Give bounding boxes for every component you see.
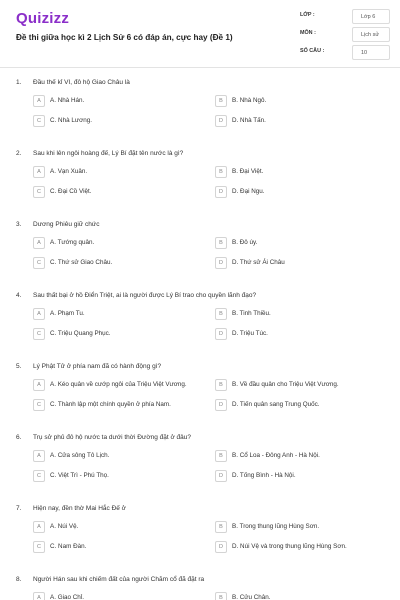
option-letter: A: [33, 379, 45, 391]
option-text: C. Thứ sử Giao Châu.: [50, 259, 113, 266]
option-text: C. Đại Cồ Việt.: [50, 188, 92, 195]
meta-row-subject: [300, 27, 390, 45]
option-letter: B: [215, 379, 227, 391]
option-text: A. Phạm Tu.: [50, 310, 85, 317]
option-letter: D: [215, 541, 227, 553]
meta-label: SỐ CÂU :: [300, 48, 325, 54]
option-letter: A: [33, 166, 45, 178]
option-text: B. Nhà Ngô.: [232, 97, 267, 104]
worksheet-title: Đề thi giữa học kì 2 Lịch Sử 6 có đáp án, cực hay (Đề 1): [16, 33, 233, 42]
option-letter: A: [33, 237, 45, 249]
option-letter: B: [215, 166, 227, 178]
option-letter: D: [215, 399, 227, 411]
option-letter: C: [33, 257, 45, 269]
meta-label: MÔN :: [300, 30, 316, 36]
option-letter: A: [33, 450, 45, 462]
option-letter: C: [33, 470, 45, 482]
question-text: Lý Phật Tử ở phía nam đã có hành động gì?: [33, 363, 162, 370]
meta-value: 10: [352, 45, 390, 60]
option-letter: B: [215, 95, 227, 107]
question-text: Người Hán sau khi chiếm đất của người Chăm cổ đã đặt ra: [33, 576, 205, 583]
worksheet-header: [0, 0, 400, 68]
option-text: A. Tướng quân.: [50, 239, 95, 246]
question-number: 1.: [16, 79, 22, 86]
option-text: C. Nhà Lương.: [50, 117, 92, 124]
question-text: Trụ sở phủ đô hộ nước ta dưới thời Đường đặt ở đâu?: [33, 434, 191, 441]
option-text: C. Thành lập một chính quyền ở phía Nam.: [50, 401, 171, 408]
question-text: Hiện nay, đền thờ Mai Hắc Đế ở: [33, 505, 126, 512]
question-item: [0, 143, 400, 214]
option-letter: C: [33, 328, 45, 340]
question-number: 2.: [16, 150, 22, 157]
question-number: 7.: [16, 505, 22, 512]
option-text: C. Việt Trì - Phú Thọ.: [50, 472, 109, 479]
option-letter: D: [215, 115, 227, 127]
option-letter: C: [33, 399, 45, 411]
option-text: B. Cổ Loa - Đông Anh - Hà Nội.: [232, 452, 320, 459]
option-letter: A: [33, 308, 45, 320]
option-letter: A: [33, 95, 45, 107]
meta-label: LỚP :: [300, 12, 315, 18]
option-letter: D: [215, 257, 227, 269]
question-number: 3.: [16, 221, 22, 228]
option-letter: B: [215, 308, 227, 320]
option-text: D. Núi Vệ và trong thung lũng Hùng Sơn.: [232, 543, 347, 550]
option-letter: D: [215, 470, 227, 482]
meta-row-count: [300, 45, 390, 63]
question-text: Đầu thế kỉ VI, đô hộ Giao Châu là: [33, 79, 130, 86]
question-number: 8.: [16, 576, 22, 583]
question-item: [0, 569, 400, 600]
option-text: A. Cửa sông Tô Lịch.: [50, 452, 110, 459]
question-item: [0, 427, 400, 498]
option-text: D. Nhà Tấn.: [232, 117, 266, 124]
option-text: A. Núi Vệ.: [50, 523, 79, 530]
option-letter: A: [33, 592, 45, 600]
meta-row-class: [300, 9, 390, 27]
option-text: A. Nhà Hán.: [50, 97, 85, 104]
option-text: D. Triệu Túc.: [232, 330, 268, 337]
question-item: [0, 285, 400, 356]
question-text: Sau khi lên ngôi hoàng đế, Lý Bí đặt tên nước là gì?: [33, 150, 184, 157]
option-letter: D: [215, 186, 227, 198]
option-letter: C: [33, 541, 45, 553]
option-letter: B: [215, 521, 227, 533]
question-text: Sau thất bại ở hồ Điển Triệt, ai là người được Lý Bí trao cho quyền lãnh đạo?: [33, 292, 257, 299]
option-text: B. Cửu Chân.: [232, 594, 271, 600]
option-letter: D: [215, 328, 227, 340]
option-text: B. Đô úy.: [232, 239, 258, 246]
question-number: 6.: [16, 434, 22, 441]
option-letter: A: [33, 521, 45, 533]
option-text: D. Thứ sử Ái Châu: [232, 259, 285, 266]
worksheet-meta: [300, 9, 390, 63]
question-item: [0, 498, 400, 569]
option-text: B. Đại Việt.: [232, 168, 264, 175]
meta-value: Lớp 6: [352, 9, 390, 24]
question-number: 5.: [16, 363, 22, 370]
option-letter: C: [33, 186, 45, 198]
option-text: D. Tiến quân sang Trung Quốc.: [232, 401, 320, 408]
option-letter: B: [215, 592, 227, 600]
option-text: D. Đại Ngu.: [232, 188, 265, 195]
option-text: C. Triệu Quang Phục.: [50, 330, 111, 337]
option-text: A. Kéo quân về cướp ngôi của Triệu Việt Vương.: [50, 381, 187, 388]
question-number: 4.: [16, 292, 22, 299]
option-text: A. Giao Chỉ.: [50, 594, 84, 600]
option-text: B. Trong thung lũng Hùng Sơn.: [232, 523, 320, 530]
option-text: B. Tinh Thiều.: [232, 310, 271, 317]
option-text: A. Vạn Xuân.: [50, 168, 88, 175]
question-item: [0, 356, 400, 427]
option-letter: C: [33, 115, 45, 127]
option-text: D. Tống Bình - Hà Nội.: [232, 472, 296, 479]
option-text: C. Nam Đàn.: [50, 543, 87, 550]
option-letter: B: [215, 450, 227, 462]
quizizz-logo[interactable]: Quizizz: [16, 10, 70, 27]
option-letter: B: [215, 237, 227, 249]
question-item: [0, 214, 400, 285]
option-text: B. Về đầu quân cho Triệu Việt Vương.: [232, 381, 339, 388]
question-text: Dương Phiêu giữ chức: [33, 221, 100, 228]
question-item: [0, 72, 400, 143]
meta-value: Lịch sử: [352, 27, 390, 42]
